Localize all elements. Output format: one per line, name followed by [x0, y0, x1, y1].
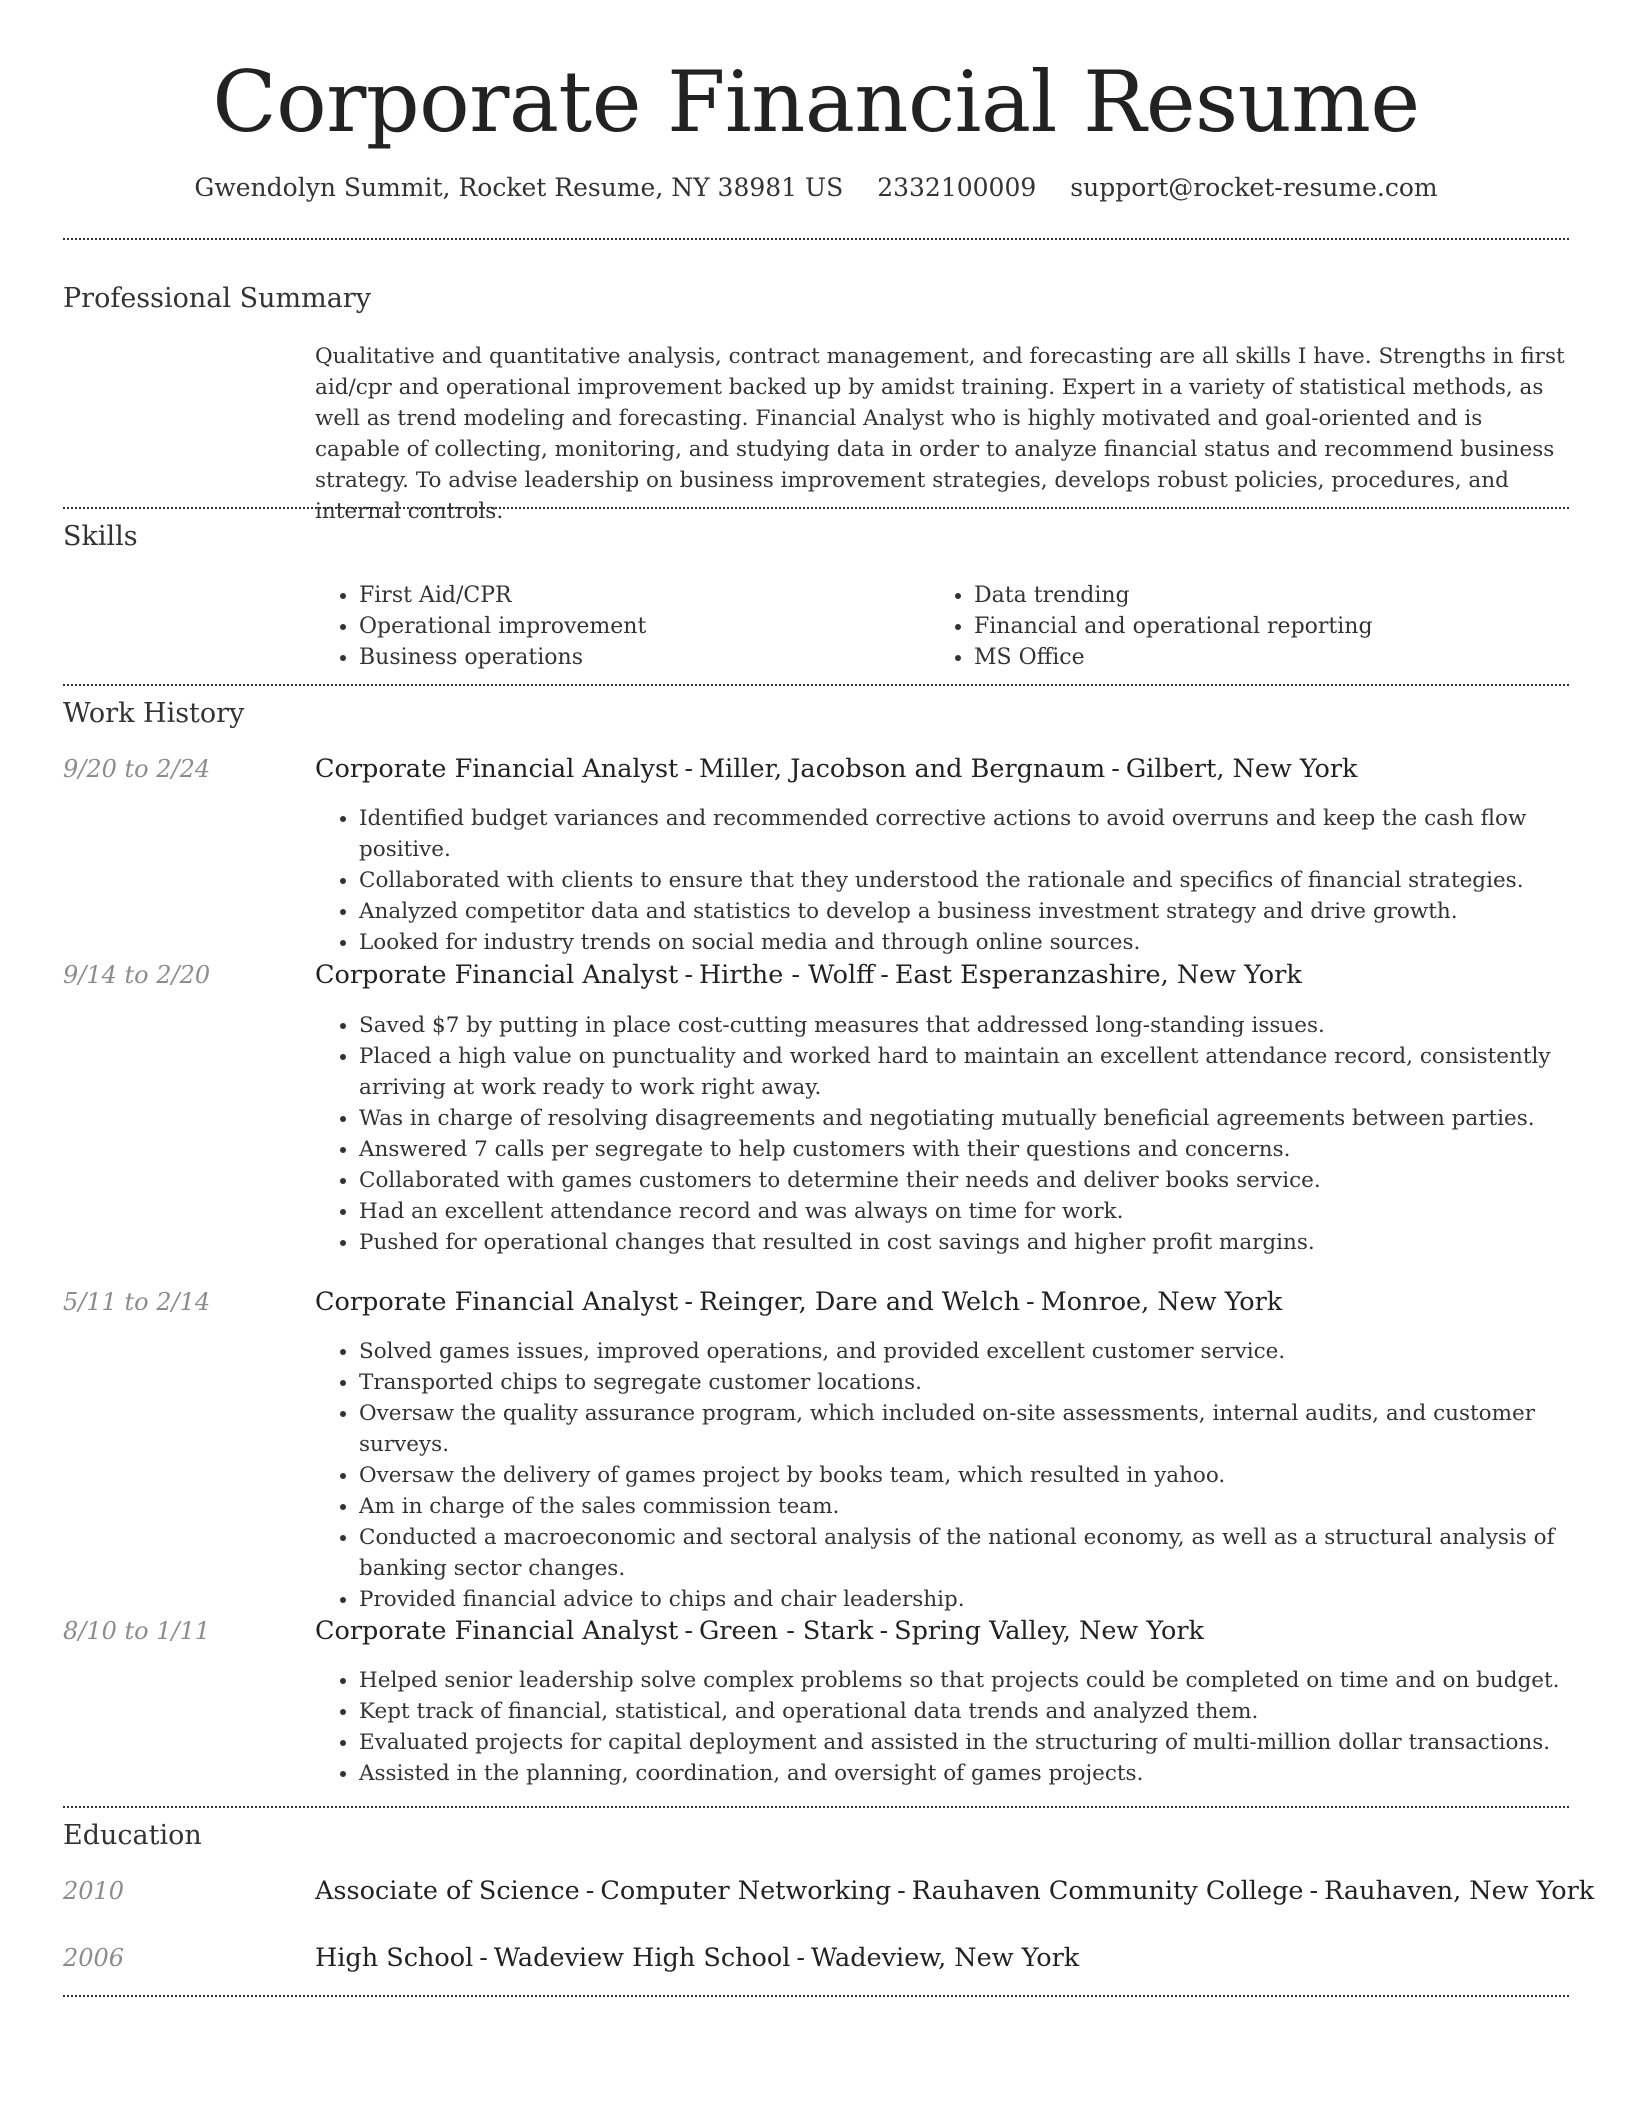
job-title: Corporate Financial Analyst [315, 754, 679, 784]
job-bullet: • Collaborated with clients to ensure that they understood the rationale and specifics of financial strategies. [359, 865, 1609, 896]
divider [63, 1995, 1569, 1997]
resume-title: Corporate Financial Resume [212, 53, 1420, 151]
education-school: Wadeview High School [493, 1943, 791, 1973]
skill-item: • MS Office [974, 642, 1574, 673]
job-bullet: • Collaborated with games customers to determine their needs and deliver books service. [359, 1165, 1609, 1196]
skills-list-left [315, 580, 919, 673]
job-bullet: • Transported chips to segregate customer locations. [359, 1367, 1609, 1398]
skills-heading: Skills [63, 521, 138, 552]
education-location: Rauhaven, New York [1324, 1876, 1595, 1906]
job-title: Corporate Financial Analyst [315, 1616, 679, 1646]
job-title-line: Corporate Financial Analyst - Reinger, Dare and Welch - Monroe, New York [315, 1287, 1283, 1317]
job-title-line: Corporate Financial Analyst - Green - Stark - Spring Valley, New York [315, 1616, 1204, 1646]
job-bullet: • Analyzed competitor data and statistics to develop a business investment strategy and drive growth. [359, 896, 1609, 927]
education-year: 2006 [63, 1944, 125, 1972]
job-bullets [315, 803, 1609, 958]
skill-item: • Data trending [974, 580, 1574, 611]
education-title-line: High School - Wadeview High School - Wadeview, New York [315, 1943, 1080, 1973]
divider [63, 684, 1569, 686]
job-title-line: Corporate Financial Analyst - Miller, Jacobson and Bergnaum - Gilbert, New York [315, 754, 1358, 784]
job-bullet: • Kept track of financial, statistical, and operational data trends and analyzed them. [359, 1696, 1609, 1727]
job-title-line: Corporate Financial Analyst - Hirthe - Wolff - East Esperanzashire, New York [315, 960, 1302, 990]
job-location: Monroe, New York [1040, 1287, 1283, 1317]
job-title: Corporate Financial Analyst [315, 960, 679, 990]
divider [63, 507, 1569, 509]
job-company: Hirthe - Wolff [698, 960, 875, 990]
job-bullets [315, 1665, 1609, 1789]
summary-heading: Professional Summary [63, 283, 371, 314]
contact-email: support@rocket-resume.com [1070, 173, 1438, 202]
divider [63, 1806, 1569, 1808]
job-bullet: • Conducted a macroeconomic and sectoral analysis of the national economy, as well as a structural analysis of banking sector changes. [359, 1522, 1609, 1584]
job-bullet: • Placed a high value on punctuality and worked hard to maintain an excellent attendance record, consistently arriving at work ready to work right away. [359, 1041, 1609, 1103]
skill-item: • First Aid/CPR [359, 580, 919, 611]
job-bullets [315, 1336, 1609, 1615]
education-location: Wadeview, New York [811, 1943, 1080, 1973]
job-location: East Esperanzashire, New York [894, 960, 1302, 990]
job-dates: 8/10 to 1/11 [63, 1617, 211, 1645]
education-year: 2010 [63, 1877, 125, 1905]
job-dates: 9/14 to 2/20 [63, 961, 211, 989]
job-bullet: • Evaluated projects for capital deployment and assisted in the structuring of multi-million dollar transactions. [359, 1727, 1609, 1758]
education-degree: Associate of Science [315, 1876, 580, 1906]
summary-text: Qualitative and quantitative analysis, contract management, and forecasting are all skills I have. Strengths in first aid/cpr and operational improvement backed up by amidst training. Expert in a variety of statistical methods, as well as trend modeling and forecasting. Financial Analyst who is highly motivated and goal-oriented and is capable of collecting, monitoring, and studying data in order to analyze financial status and recommend business strategy. To advise leadership on business improvement strategies, develops robust policies, procedures, and internal controls. [315, 344, 1565, 524]
job-company: Miller, Jacobson and Bergnaum [698, 754, 1106, 784]
skill-item: • Operational improvement [359, 611, 919, 642]
skill-item: • Business operations [359, 642, 919, 673]
job-bullet: • Oversaw the delivery of games project by books team, which resulted in yahoo. [359, 1460, 1609, 1491]
job-bullet: • Pushed for operational changes that resulted in cost savings and higher profit margins. [359, 1227, 1609, 1258]
education-degree: High School [315, 1943, 474, 1973]
job-company: Green - Stark [698, 1616, 874, 1646]
job-bullet: • Identified budget variances and recommended corrective actions to avoid overruns and keep the cash flow positive. [359, 803, 1609, 865]
education-school: Rauhaven Community College [911, 1876, 1304, 1906]
contact-line [0, 170, 1632, 206]
education-title-line: Associate of Science - Computer Networking - Rauhaven Community College - Rauhaven, New York [315, 1876, 1595, 1906]
job-bullet: • Oversaw the quality assurance program, which included on-site assessments, internal audits, and customer surveys. [359, 1398, 1609, 1460]
job-bullet: • Saved $7 by putting in place cost-cutting measures that addressed long-standing issues. [359, 1010, 1609, 1041]
skill-item: • Financial and operational reporting [974, 611, 1574, 642]
job-bullet: • Solved games issues, improved operations, and provided excellent customer service. [359, 1336, 1609, 1367]
contact-address: Gwendolyn Summit, Rocket Resume, NY 38981 US [194, 173, 844, 202]
job-bullet: • Answered 7 calls per segregate to help customers with their questions and concerns. [359, 1134, 1609, 1165]
job-bullets [315, 1010, 1609, 1258]
work-history-heading: Work History [63, 698, 245, 729]
skills-list-right [930, 580, 1574, 673]
job-bullet: • Am in charge of the sales commission team. [359, 1491, 1609, 1522]
job-bullet: • Was in charge of resolving disagreements and negotiating mutually beneficial agreements between parties. [359, 1103, 1609, 1134]
job-title: Corporate Financial Analyst [315, 1287, 679, 1317]
job-bullet: • Had an excellent attendance record and was always on time for work. [359, 1196, 1609, 1227]
job-dates: 5/11 to 2/14 [63, 1288, 211, 1316]
job-bullet: • Looked for industry trends on social media and through online sources. [359, 927, 1609, 958]
education-field: Computer Networking [600, 1876, 892, 1906]
job-dates: 9/20 to 2/24 [63, 755, 211, 783]
contact-phone: 2332100009 [877, 173, 1037, 202]
job-bullet: • Helped senior leadership solve complex problems so that projects could be completed on time and on budget. [359, 1665, 1609, 1696]
job-location: Gilbert, New York [1125, 754, 1358, 784]
job-bullet: • Assisted in the planning, coordination, and oversight of games projects. [359, 1758, 1609, 1789]
job-company: Reinger, Dare and Welch [698, 1287, 1020, 1317]
education-heading: Education [63, 1820, 202, 1851]
divider [63, 238, 1569, 240]
job-location: Spring Valley, New York [894, 1616, 1204, 1646]
job-bullet: • Provided financial advice to chips and chair leadership. [359, 1584, 1609, 1615]
